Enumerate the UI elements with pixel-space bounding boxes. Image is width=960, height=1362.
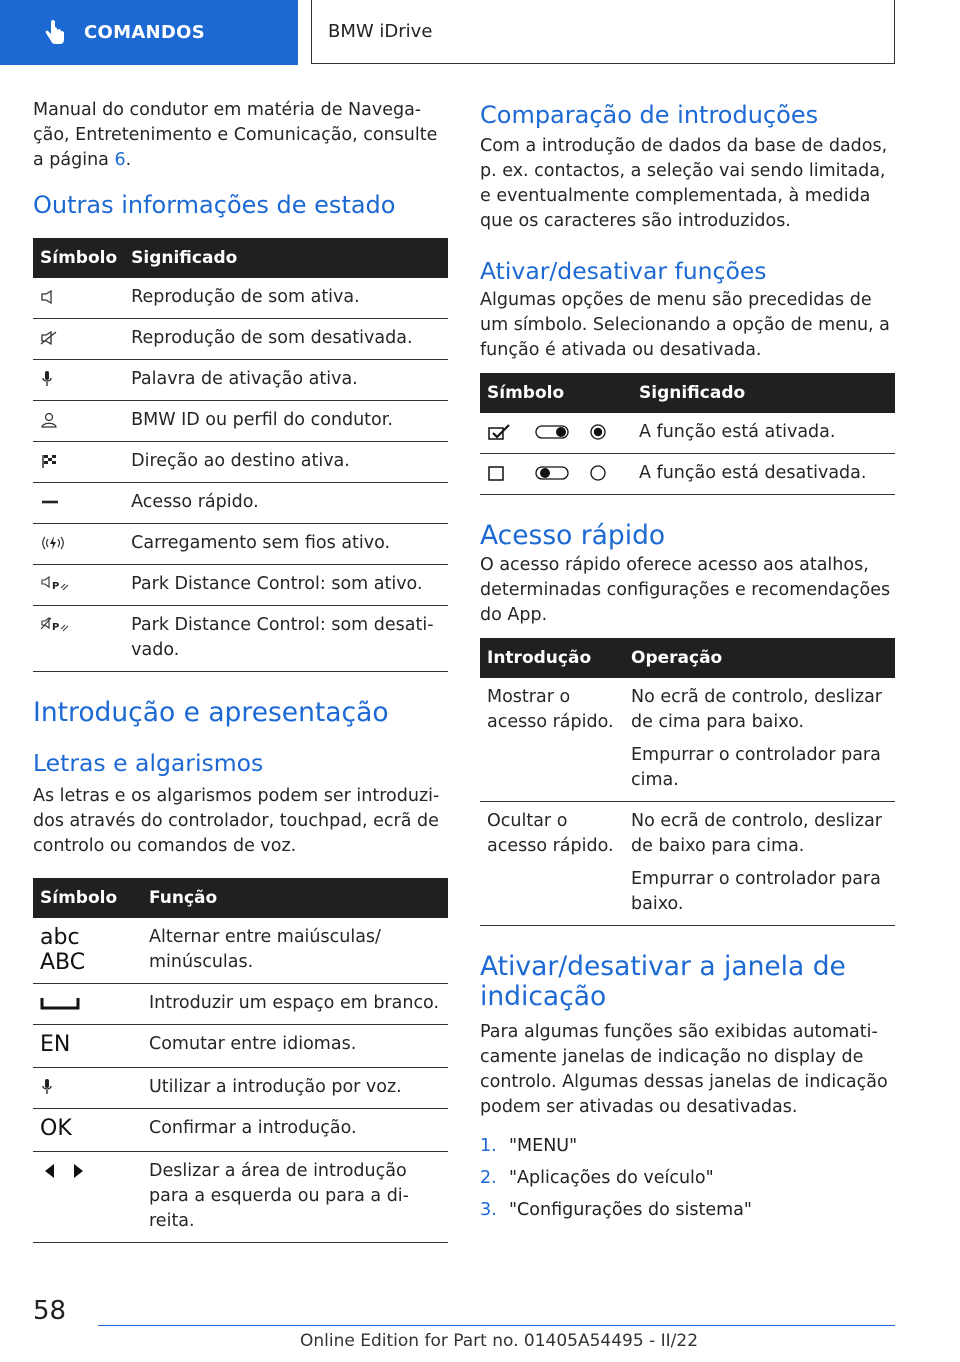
- input-table: [33, 878, 448, 1243]
- svg-text:P: P: [52, 581, 60, 592]
- hand-pointer-icon: [42, 20, 68, 46]
- person-icon: [40, 411, 58, 429]
- section-tab: [0, 0, 298, 65]
- quick-table: [480, 638, 895, 926]
- row-text: BMW ID ou perfil do condutor.: [124, 401, 448, 442]
- quick-text: O acesso rápido oferece acesso aos atalhos, determinadas configurações e recomendações do App.: [480, 555, 891, 625]
- table-header-row: [480, 638, 895, 678]
- checkbox-empty-icon: [487, 464, 513, 482]
- list-item: 3. "Configurações do sistema": [480, 1200, 752, 1220]
- table-row: [33, 442, 448, 483]
- row-operation: No ecrã de controlo, deslizar de baixo para cima.: [631, 811, 882, 856]
- destination-flag-icon: [40, 453, 58, 469]
- row-text: Direção ao destino ativa.: [124, 442, 448, 483]
- table-row: [33, 1152, 448, 1243]
- row-text: Reprodução de som desativada.: [124, 319, 448, 360]
- row-text: A função está desativada.: [632, 454, 895, 495]
- column-header: Significado: [124, 238, 448, 278]
- ok-symbol: OK: [40, 1116, 72, 1141]
- letters-text: As letras e os algarismos podem ser introduzi-dos através do controlador, touchpad, ecrã de controlo ou comandos de voz.: [33, 786, 440, 856]
- table-row: [33, 918, 448, 984]
- table-row: [33, 483, 448, 524]
- status-heading: Outras informações de estado: [33, 191, 396, 219]
- toggle-text: Algumas opções de menu são precedidas de um símbolo. Selecionando a opção de menu, a função é ativada ou desativada.: [480, 290, 890, 360]
- row-input: Ocultar o acesso rápido.: [480, 802, 624, 926]
- radio-on-icon: [588, 423, 608, 441]
- letters-heading: Letras e algarismos: [33, 749, 264, 777]
- row-operation: Empurrar o controlador para cima.: [631, 745, 881, 790]
- row-text: Deslizar a área de introdução para a esquerda ou para a di-reita.: [142, 1152, 448, 1243]
- case-toggle-symbol: abc ABC: [40, 925, 86, 975]
- row-operation: Empurrar o controlador para baixo.: [631, 869, 881, 914]
- section-title: COMANDOS: [84, 22, 206, 43]
- list-item: 1. "MENU": [480, 1136, 578, 1156]
- column-header: Símbolo: [480, 373, 632, 413]
- switch-off-icon: [533, 464, 573, 482]
- table-row: [480, 802, 895, 926]
- table-header-row: [33, 878, 448, 918]
- table-row: [33, 1068, 448, 1109]
- column-header: Símbolo: [33, 878, 142, 918]
- column-header: Função: [142, 878, 448, 918]
- table-row: [33, 360, 448, 401]
- column-header: Operação: [624, 638, 895, 678]
- table-row: [33, 401, 448, 442]
- page-link[interactable]: 6: [114, 150, 126, 170]
- table-header-row: [33, 238, 448, 278]
- compare-heading: Comparação de introduções: [480, 101, 819, 129]
- radio-off-icon: [588, 464, 608, 482]
- row-text: A função está ativada.: [632, 413, 895, 454]
- chapter-box: [311, 0, 895, 64]
- toggle-table: [480, 373, 895, 495]
- pdc-sound-off-icon: [40, 616, 70, 634]
- switch-on-icon: [533, 423, 573, 441]
- row-text: Reprodução de som ativa.: [124, 278, 448, 319]
- speaker-icon: [40, 289, 58, 305]
- table-row: [33, 565, 448, 606]
- list-item: 2. "Aplicações do veículo": [480, 1168, 714, 1188]
- row-operation: No ecrã de controlo, deslizar de cima para baixo.: [631, 687, 882, 732]
- row-text: Park Distance Control: som desati-vado.: [124, 606, 448, 672]
- row-text: Palavra de ativação ativa.: [124, 360, 448, 401]
- language-symbol: EN: [40, 1032, 71, 1057]
- row-input: Mostrar o acesso rápido.: [480, 678, 624, 802]
- column-header: Símbolo: [33, 238, 124, 278]
- row-text: Confirmar a introdução.: [142, 1109, 448, 1152]
- table-row: [33, 606, 448, 672]
- intro-text: Manual do condutor em matéria de Navega-ção, Entretenimento e Comunicação, consulte a página: [33, 100, 438, 170]
- pdc-sound-on-icon: [40, 575, 70, 593]
- input-heading: Introdução e apresentação: [33, 697, 389, 728]
- status-table: [33, 238, 448, 672]
- window-heading: Ativar/desativar a janela de indicação: [480, 951, 846, 1012]
- row-text: Acesso rápido.: [124, 483, 448, 524]
- table-header-row: [480, 373, 895, 413]
- row-text: Park Distance Control: som ativo.: [124, 565, 448, 606]
- microphone-icon: [40, 1078, 54, 1096]
- right-column: [480, 98, 895, 1230]
- svg-text:P: P: [52, 622, 60, 633]
- page-number: 58: [33, 1296, 67, 1326]
- table-row: [480, 454, 895, 495]
- compare-text: Com a introdução de dados da base de dados, p. ex. contactos, a seleção vai sendo limitada, e eventualmente complementada, à medida que os caracteres são introduzidos.: [480, 136, 888, 231]
- left-right-arrows-icon: [40, 1162, 88, 1180]
- toggle-heading: Ativar/desativar funções: [480, 257, 767, 285]
- table-row: [33, 524, 448, 565]
- table-row: [33, 319, 448, 360]
- table-row: [480, 413, 895, 454]
- checkbox-checked-icon: [487, 423, 513, 441]
- column-header: Significado: [632, 373, 895, 413]
- left-column: [33, 98, 448, 1269]
- table-row: [33, 1109, 448, 1152]
- microphone-icon: [40, 370, 54, 388]
- row-text: Introduzir um espaço em branco.: [142, 984, 448, 1025]
- footer-divider: [98, 1325, 895, 1326]
- table-row: [33, 278, 448, 319]
- column-header: Introdução: [480, 638, 624, 678]
- dash-icon: [40, 495, 60, 509]
- intro-end: .: [125, 150, 132, 170]
- table-row: [480, 678, 895, 802]
- row-text: Carregamento sem fios ativo.: [124, 524, 448, 565]
- row-text: Utilizar a introdução por voz.: [142, 1068, 448, 1109]
- footer-edition: Online Edition for Part no. 01405A54495 - II/22: [300, 1331, 699, 1351]
- space-icon: [40, 995, 80, 1011]
- speaker-muted-icon: [40, 330, 58, 346]
- steps-list: [480, 1134, 895, 1223]
- intro-paragraph: [33, 98, 448, 173]
- window-text: Para algumas funções são exibidas automati-camente janelas de indicação no display de controlo. Algumas dessas janelas de indicação podem ser ativadas ou desativadas.: [480, 1022, 888, 1117]
- row-text: Alternar entre maiúsculas/ minúsculas.: [142, 918, 448, 984]
- wireless-charging-icon: [40, 534, 66, 552]
- chapter-title: BMW iDrive: [328, 21, 433, 42]
- quick-heading: Acesso rápido: [480, 520, 666, 551]
- row-text: Comutar entre idiomas.: [142, 1025, 448, 1068]
- table-row: [33, 1025, 448, 1068]
- table-row: [33, 984, 448, 1025]
